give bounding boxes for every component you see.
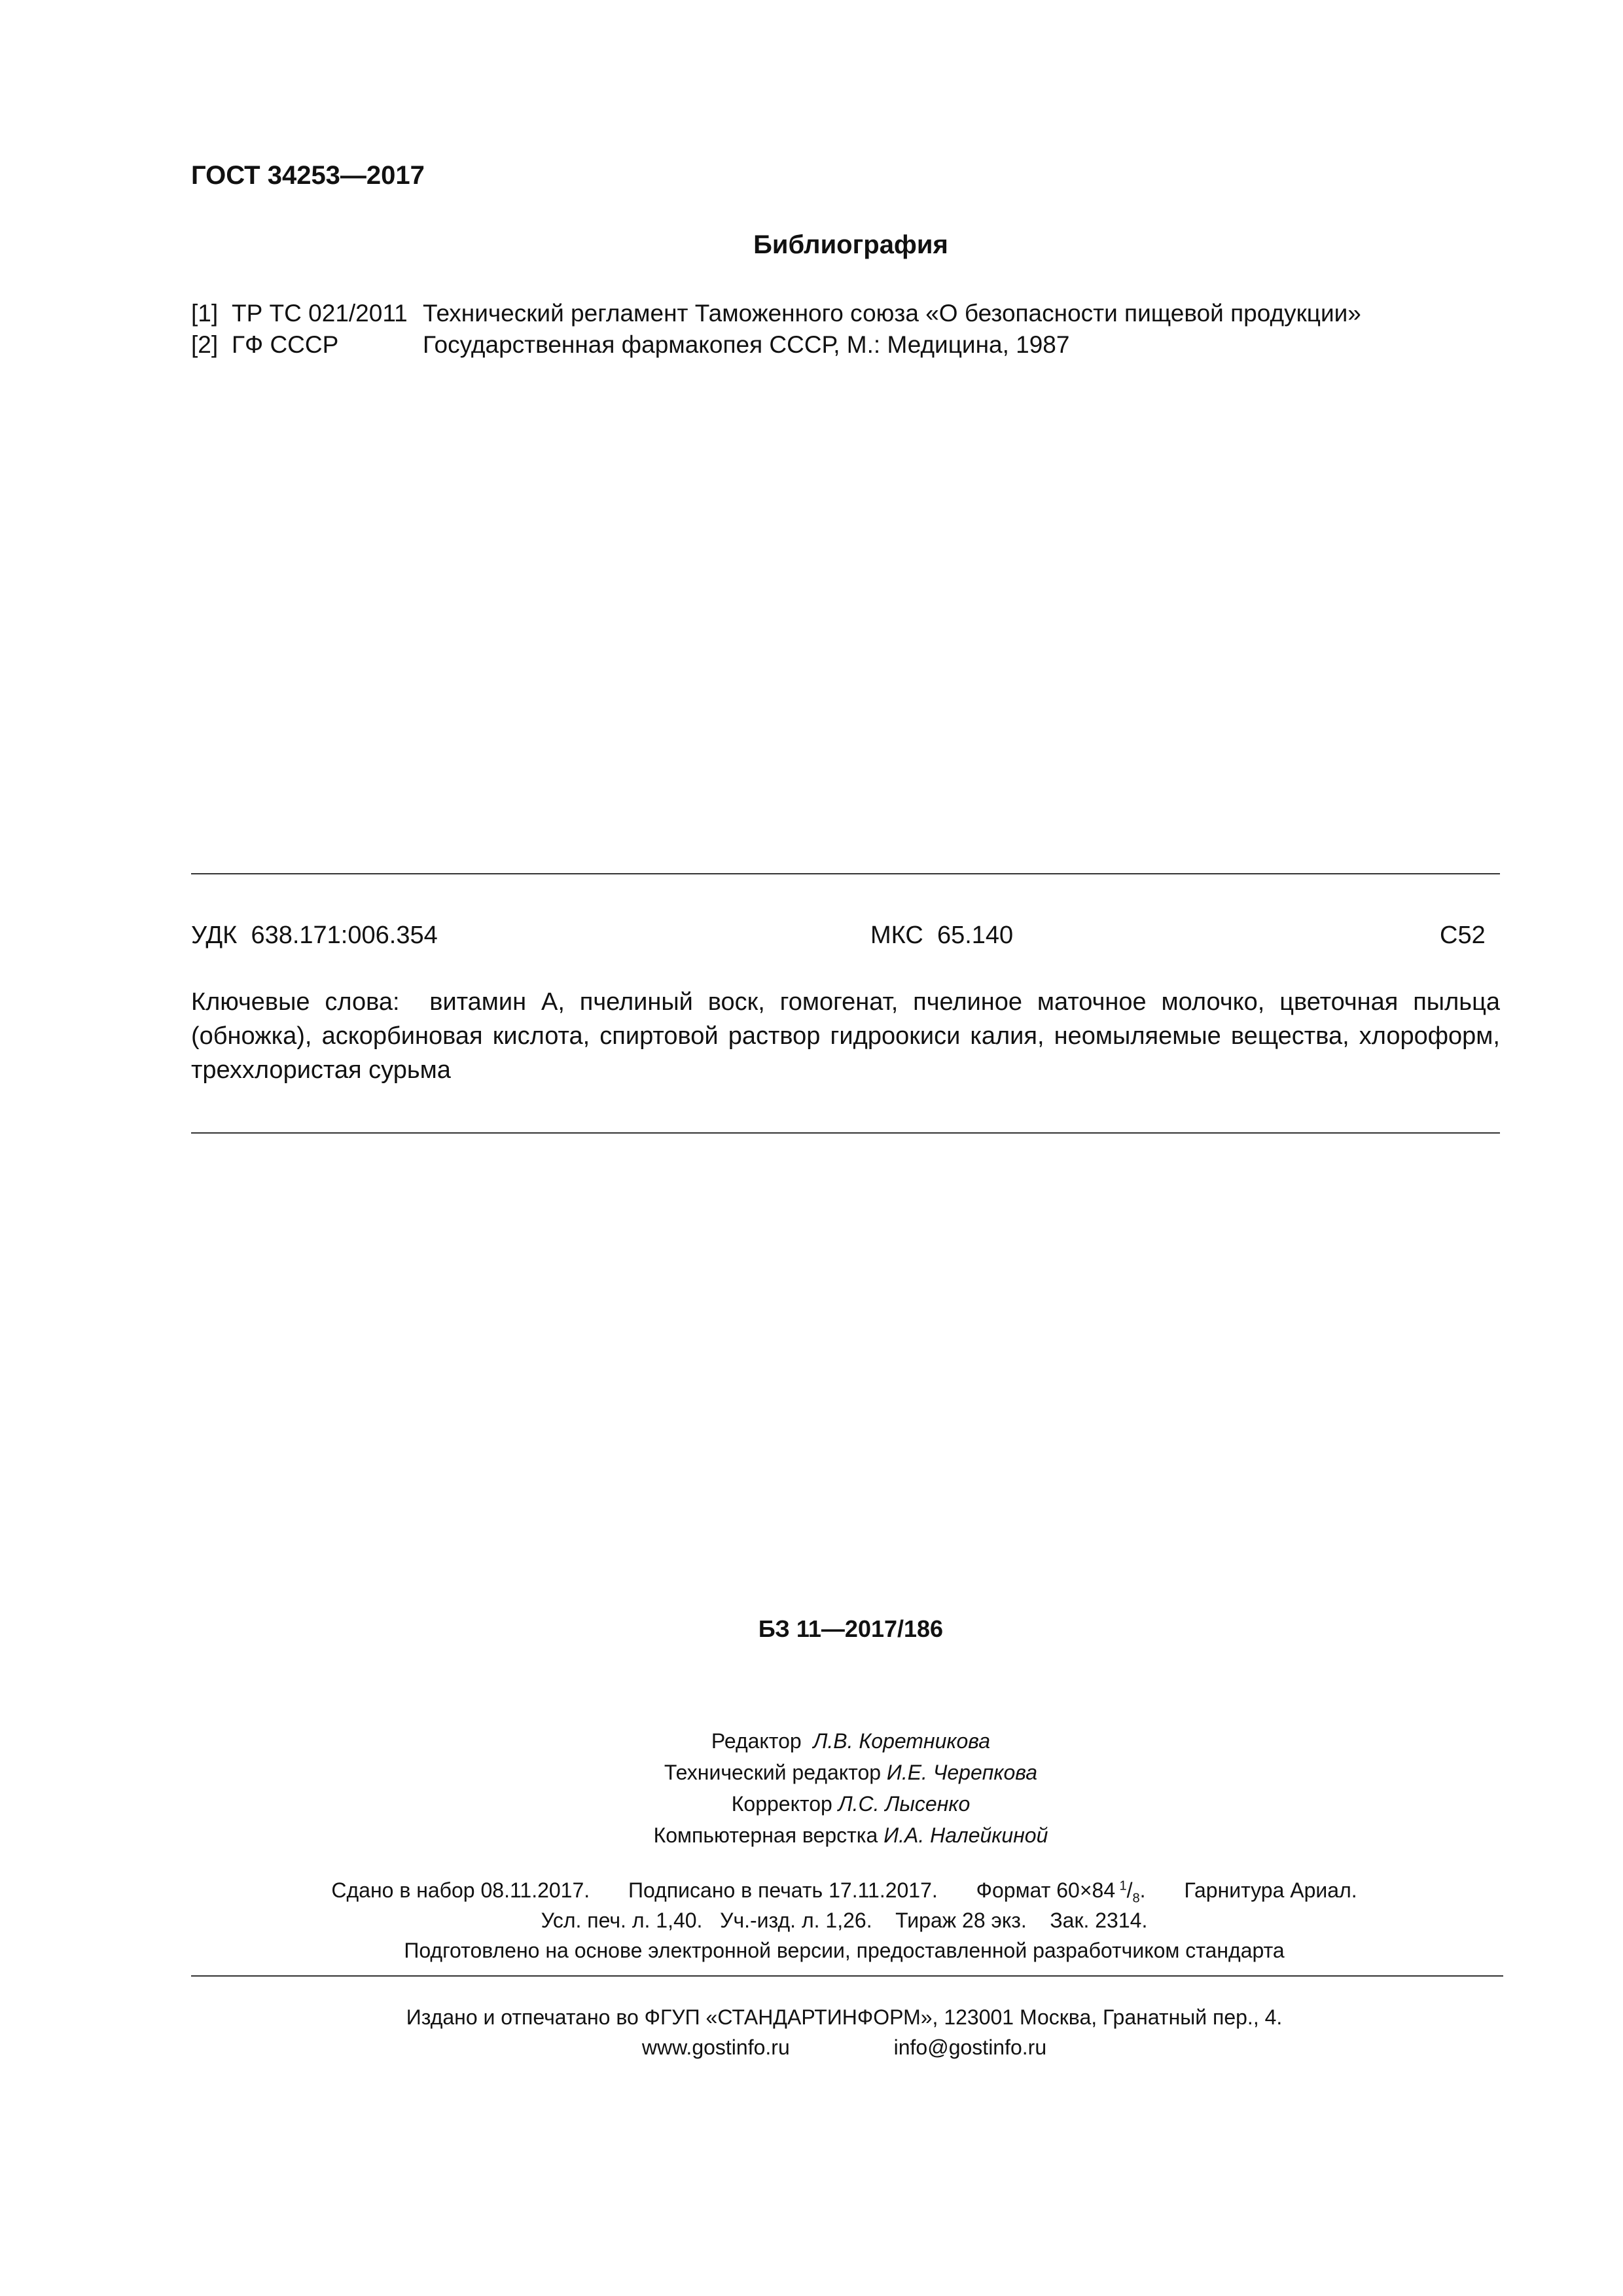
credit-line (0, 1729, 1623, 1753)
credit-name: И.А. Налейкиной (883, 1823, 1048, 1847)
format: Формат 60×84 $^1/_8$. (976, 1878, 1146, 1906)
credit-role: Редактор (711, 1729, 802, 1753)
website-link[interactable]: www.gostinfo.ru (641, 2036, 790, 2059)
credit-role: Компьютерная верстка (653, 1823, 878, 1847)
order-number: Зак. 2314. (1050, 1909, 1148, 1932)
bz-number: БЗ 11—2017/186 (758, 1615, 944, 1642)
credit-name: Л.С. Лысенко (838, 1792, 971, 1816)
udk-classification (191, 922, 438, 950)
classification-code: С52 (1440, 922, 1486, 949)
publisher-info: Издано и отпечатано во ФГУП «СТАНДАРТИНФОРМ», 123001 Москва, Гранатный пер., 4. (406, 2005, 1283, 2029)
bibliography-item (191, 300, 1361, 327)
mks-value: 65.140 (936, 922, 1014, 949)
bibliography-title: Библиография (753, 230, 948, 259)
bibliography-item-code: ГФ СССР (232, 331, 339, 358)
mks-label: МКС (870, 922, 923, 949)
divider-top (191, 873, 1500, 874)
edit-sheets: Уч.-изд. л. 1,26. (720, 1909, 872, 1932)
udk-value: 638.171:006.354 (251, 922, 438, 949)
print-details-line (0, 1878, 1623, 1906)
credit-name: И.Е. Черепкова (886, 1761, 1038, 1784)
circulation: Тираж 28 экз. (895, 1909, 1027, 1932)
divider-middle (191, 1132, 1500, 1134)
credit-line (0, 1792, 1623, 1816)
credit-line (0, 1823, 1623, 1848)
keywords-label: Ключевые слова: (191, 988, 400, 1016)
udk-label: УДК (191, 922, 238, 949)
signed-date: Подписано в печать 17.11.2017. (628, 1878, 938, 1902)
keywords-text: витамин А, пчелиный воск, гомогенат, пчелиное маточное молочко, цветочная пыльца (обножка), аскорбиновая кислота, спиртовой раствор гидроокиси калия, неомыляемые вещества, хлороформ, треххлористая сурьма (191, 988, 1500, 1084)
divider-bottom (191, 1975, 1503, 1977)
submitted-date: Сдано в набор 08.11.2017. (331, 1878, 590, 1902)
document-header: ГОСТ 34253—2017 (191, 161, 425, 190)
bibliography-item-text: Государственная фармакопея СССР, М.: Медицина, 1987 (423, 331, 1070, 358)
bibliography-item-number: [1] (191, 300, 219, 327)
credit-name: Л.В. Коретникова (813, 1729, 991, 1753)
typeface: Гарнитура Ариал. (1184, 1878, 1357, 1902)
mks-classification (870, 922, 1013, 950)
print-volume-line (0, 1909, 1623, 1933)
print-sheets: Усл. печ. л. 1,40. (541, 1909, 703, 1932)
bibliography-item (191, 331, 1069, 359)
bibliography-item-number: [2] (191, 331, 219, 358)
credit-line (0, 1761, 1623, 1785)
contact-line (0, 2036, 1623, 2060)
email-link[interactable]: info@gostinfo.ru (893, 2036, 1047, 2059)
bibliography-item-text: Технический регламент Таможенного союза «О безопасности пищевой продукции» (423, 300, 1361, 327)
credit-role: Корректор (731, 1792, 832, 1816)
bibliography-item-code: ТР ТС 021/2011 (232, 300, 408, 327)
prepared-note: Подготовлено на основе электронной версии, предоставленной разработчиком стандарта (404, 1939, 1285, 1962)
credit-role: Технический редактор (664, 1761, 882, 1784)
keywords-block (191, 985, 1500, 1087)
